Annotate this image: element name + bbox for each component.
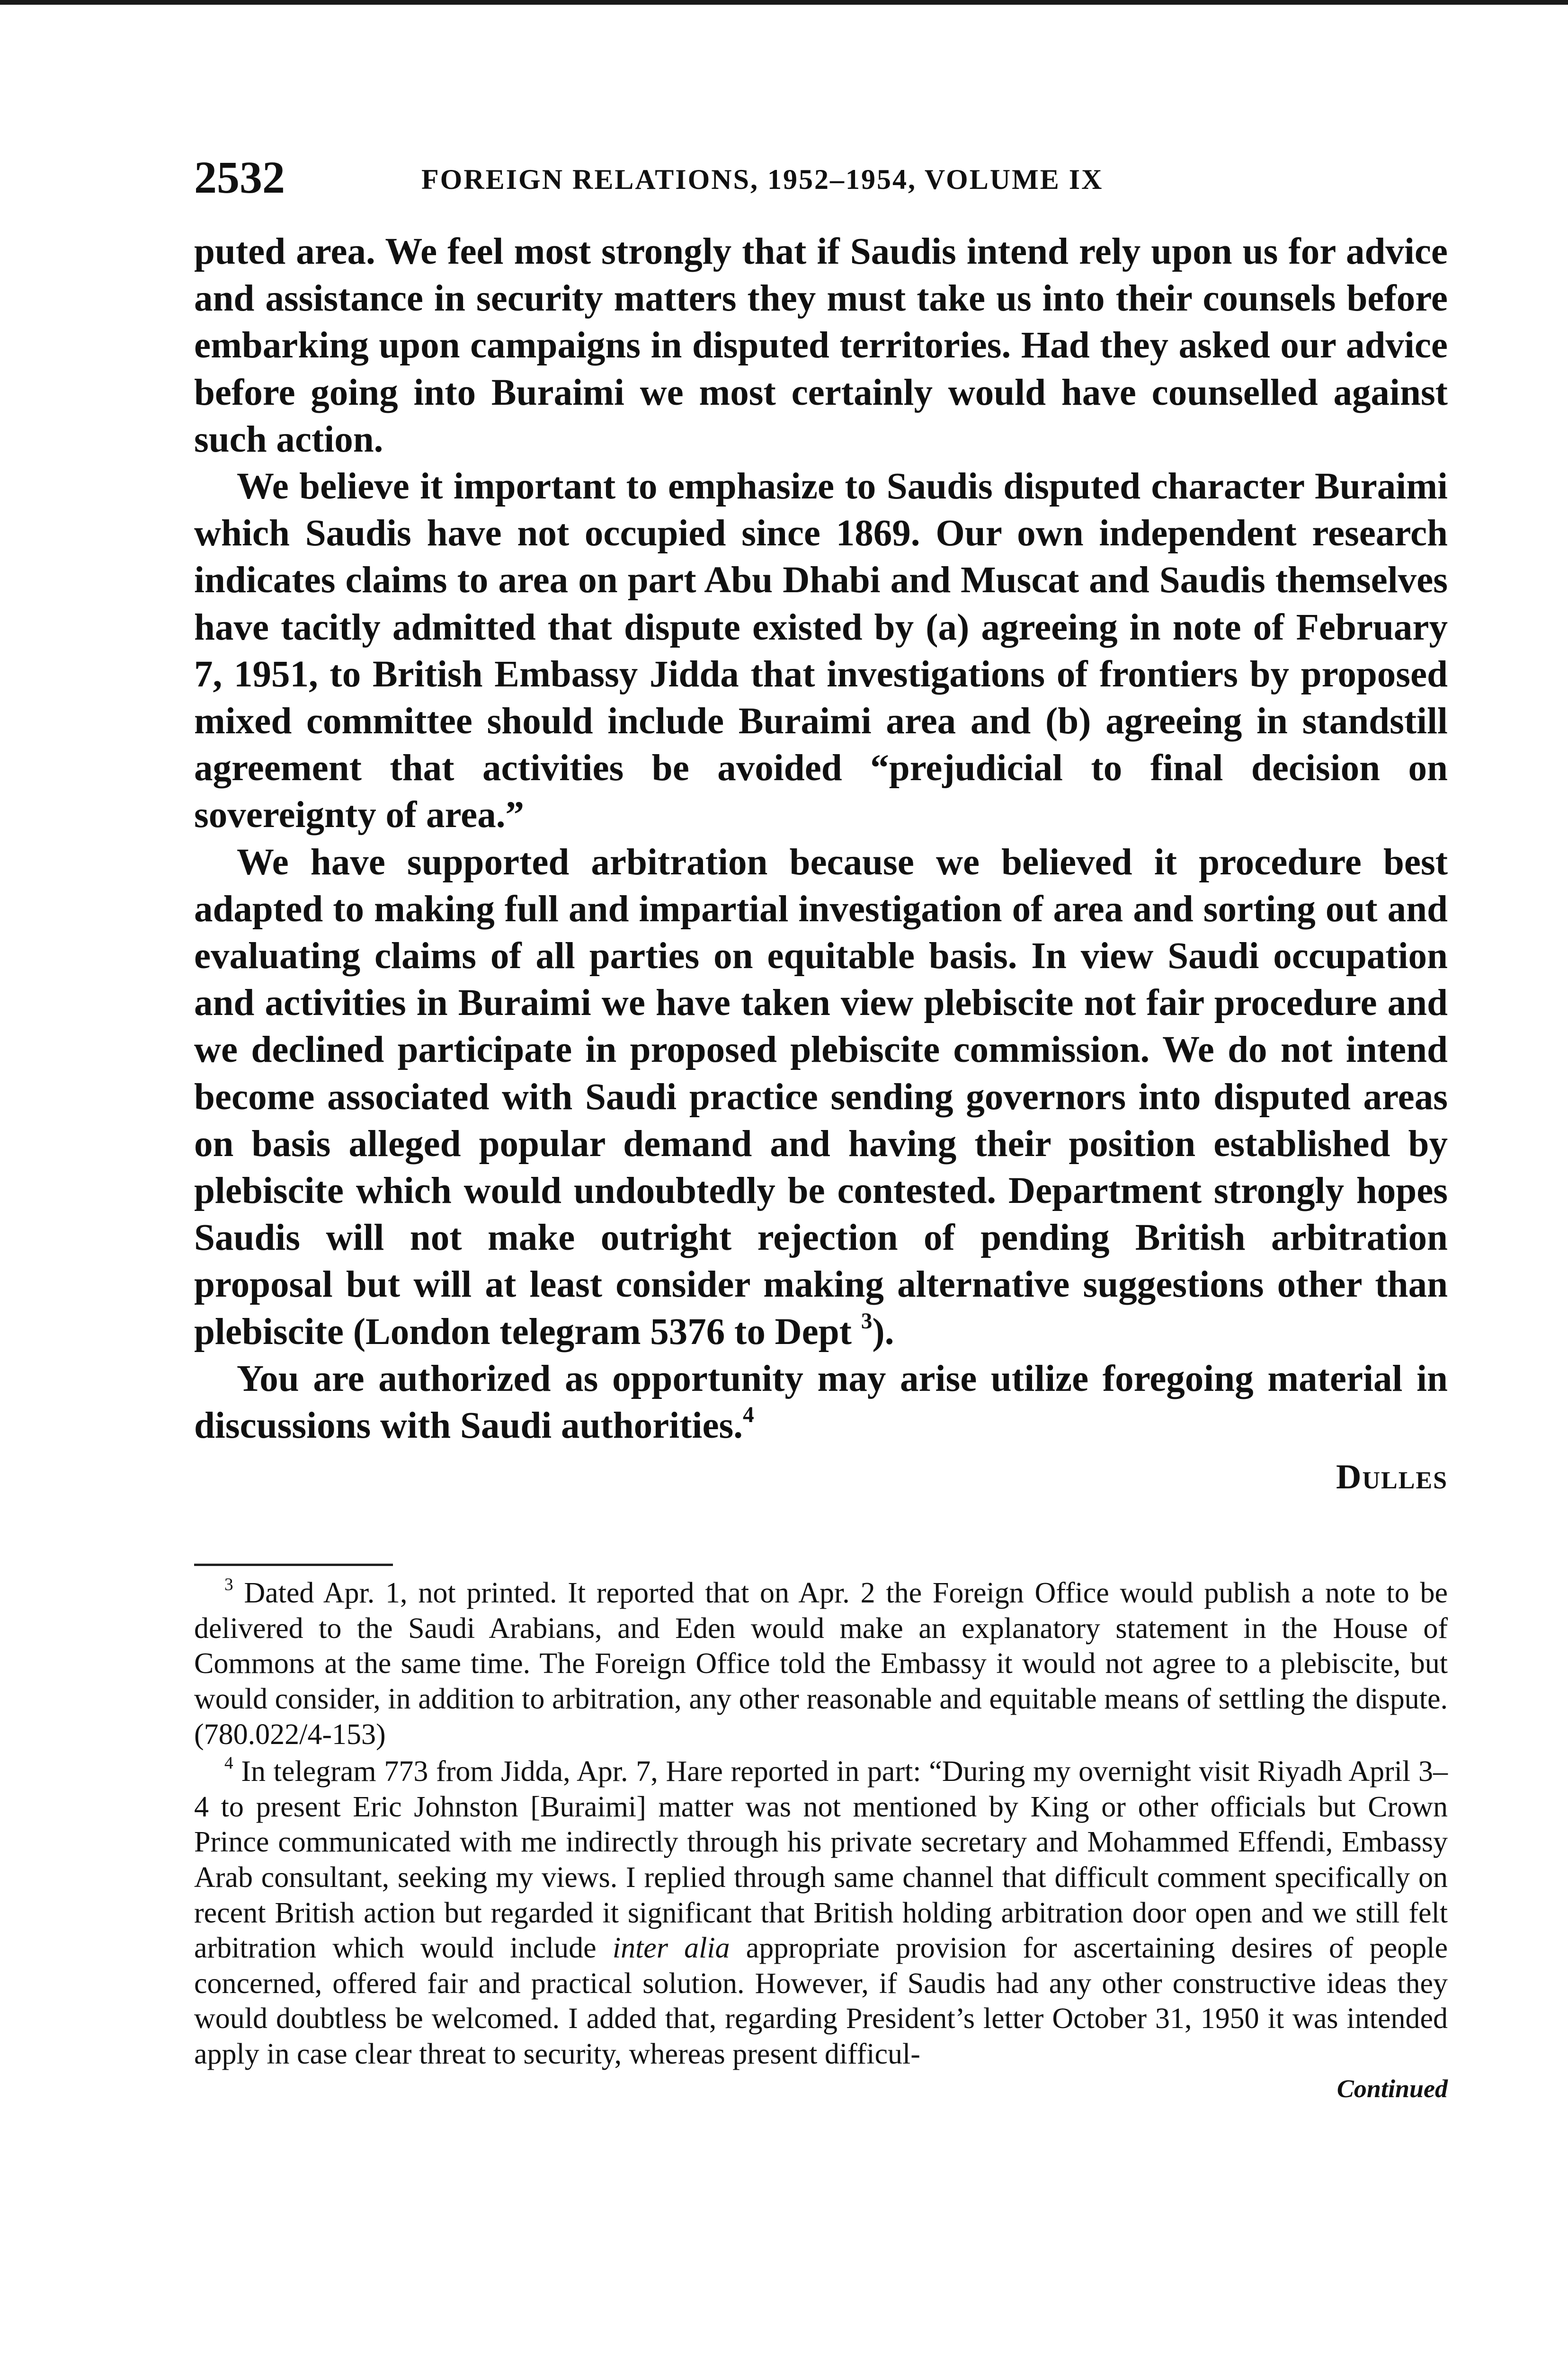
footnote-ref-3: 3 <box>861 1308 873 1334</box>
document-page <box>194 147 1448 2105</box>
body-paragraph-3 <box>194 839 1448 1355</box>
body-text <box>194 228 1448 1449</box>
body-paragraph-3-text: We have supported arbitration because we believed it procedure best adapted to making full and impartial investigation of area and sorting out and evaluating claims of all parties on equitable basis. In view Saudi occupation and activities in Buraimi we have taken view plebiscite not fair procedure and we declined participate in proposed plebiscite commission. We do not intend become associated with Saudi practice sending governors into disputed areas on basis alleged popular demand and having their position established by plebiscite which would undoubtedly be contested. Department strongly hopes Saudis will not make outright rejection of pending British arbitration proposal but will at least consider making alternative suggestions other than plebiscite (London telegram 5376 to Dept <box>194 841 1448 1353</box>
footnote-4-text-b: appropriate provision for ascertaining desires of people concerned, offered fair and practical solution. However, if Saudis had any other constructive ideas they would doubtless be welcomed. I added that, regarding President’s letter October 31, 1950 it was intended apply in case clear threat to security, whereas present difficul- <box>194 1932 1448 2070</box>
signature: Dulles <box>1336 1458 1448 1497</box>
running-header <box>194 147 1448 208</box>
footnote-ref-4: 4 <box>743 1402 754 1427</box>
body-paragraph-4-text: You are authorized as opportunity may arise utilize foregoing material in discussions with Saudi authorities. <box>194 1358 1448 1447</box>
continued-label: Continued <box>1336 2074 1448 2103</box>
footnote-4-italic: inter alia <box>612 1932 730 1965</box>
body-paragraph-3-tail: ). <box>872 1311 894 1353</box>
footnote-3-mark: 3 <box>224 1575 233 1595</box>
footnotes <box>194 1575 1448 2072</box>
footnote-3-text: Dated Apr. 1, not printed. It reported that on Apr. 2 the Foreign Office would publish a note to be delivered to the Saudi Arabians, and Eden would make an explanatory statement in the House of Commons at the same time. The Foreign Office told the Embassy it would not agree to a plebiscite, but would consider, in addition to arbitration, any other reasonable and equitable means of settling the dispute. (780.022/4-153) <box>194 1577 1448 1751</box>
footnote-4 <box>194 1754 1448 2072</box>
body-paragraph-2: We believe it important to emphasize to Saudis disputed character Buraimi which Saudis have not occupied since 1869. Our own independent research indicates claims to area on part Abu Dhabi and Muscat and Saudis themselves have tacitly admitted that dispute existed by (a) agreeing in note of February 7, 1951, to British Embassy Jidda that investigations of frontiers by proposed mixed committee should include Buraimi area and (b) agreeing in standstill agreement that activities be avoided “prejudicial to final decision on sovereignty of area.” <box>194 466 1448 836</box>
running-title: FOREIGN RELATIONS, 1952–1954, VOLUME IX <box>421 164 1104 195</box>
body-paragraph-1: puted area. We feel most strongly that if Saudis intend rely upon us for advice and assistance in security matters they must take us into their counsels before embarking upon campaigns in disputed territories. Had they asked our advice before going into Buraimi we most certainly would have counselled against such action. <box>194 231 1448 460</box>
body-paragraph-4 <box>194 1355 1448 1449</box>
footnote-divider <box>194 1564 393 1566</box>
footnote-4-text-a: In telegram 773 from Jidda, Apr. 7, Hare reported in part: “During my overnight visit Riyadh April 3–4 to present Eric Johnston [Buraimi] matter was not mentioned by King or other officials but Crown Prince communicated with me indirectly through his private secretary and Mohammed Effendi, Embassy Arab consultant, seeking my views. I replied through same channel that difficult comment specifically on recent British action but regarded it significant that British holding arbitration door open and we still felt arbitration which would include <box>194 1755 1448 1965</box>
top-edge-rule <box>0 0 1568 5</box>
footnote-3 <box>194 1575 1448 1752</box>
page-number: 2532 <box>194 152 285 203</box>
footnote-4-mark: 4 <box>224 1753 233 1773</box>
